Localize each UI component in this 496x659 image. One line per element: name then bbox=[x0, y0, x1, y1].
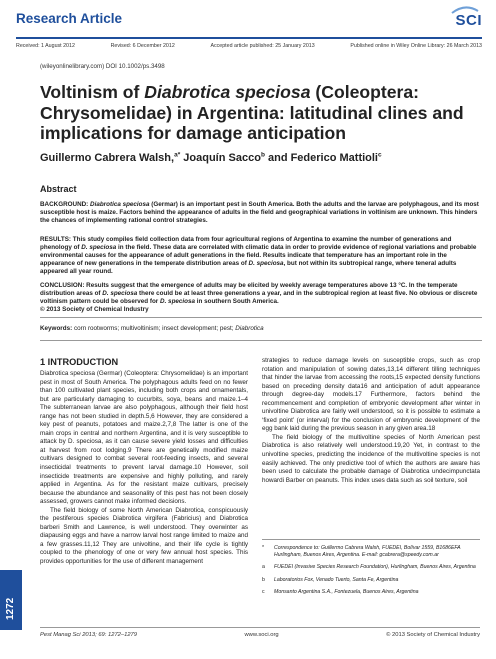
footer-copyright: © 2013 Society of Chemical Industry bbox=[386, 632, 480, 638]
author-3: and Federico Mattioli bbox=[264, 152, 378, 164]
intro-paragraph-2: The field biology of some North American Diabrotica, conspicuously the pestiferous species Diabrotica virgifera (Fabricius) and Diabrotica barberi Smith and Lawrence, is well understood. They overwinter as diapausing eggs and have a narrow larval host range limited to maize and a few grasses.11,12 They are univoltine, and their life cycle is tightly coupled to the phenology of one or very few annual host species. This provides opportunities for the use of different management bbox=[40, 506, 248, 566]
article-title: Voltinism of Diabrotica speciosa (Coleoptera: Chrysomelidae) in Argentina: latitudinal clines and implications for damage anticipation bbox=[40, 82, 464, 143]
left-column bbox=[40, 370, 248, 567]
affiliations: * Correspondence to: Guillermo Cabrera Walsh, FUEDEI, Bolívar 1559, B1686EFA Hurlingham, Buenos Aires, Argentina. E-mail: gcabrera@speedy.com.ar a FUEDEI (Invasive Species Research Foundation), Hurlingham, Buenos Aires, Argentina b Laboratorios Fox, Venado Tuerto, Santa Fe, Argentina c Monsanto Argentina S.A., Fontezuela, Buenos Aires, Argentina bbox=[262, 545, 480, 601]
revised-date: Revised: 6 December 2012 bbox=[110, 43, 175, 49]
affiliation-b: Laboratorios Fox, Venado Tuerto, Santa Fe, Argentina bbox=[274, 576, 399, 583]
author-1: Guillermo Cabrera Walsh, bbox=[40, 152, 175, 164]
journal-citation: Pest Manag Sci 2013; 69: 1272–1279 bbox=[40, 632, 138, 638]
intro-paragraph-3: strategies to reduce damage levels on susceptible crops, such as crop rotation and manipulation of sowing dates,13,14 different tilling techniques that hinder the larvae from accessing the roots,15 expected density functions based on preceding density data16 and anticipation of adult appearance through degree-day models.17 Furthermore, factors behind the recommencement and completion of embryonic development after winter in univoltine Diabrotica are fairly well understood, so it is possible to estimate a ‘fixed point’ (or interval) for the conclusion of embryonic development of the egg bank laid during the previous season in any given area.18 bbox=[262, 357, 480, 433]
received-date: Received: 1 August 2012 bbox=[16, 43, 75, 49]
sci-logo: SCI bbox=[455, 12, 482, 29]
doi-link[interactable]: (wileyonlinelibrary.com) DOI 10.1002/ps.3498 bbox=[40, 63, 165, 70]
affiliation-c: Monsanto Argentina S.A., Fontezuela, Buenos Aires, Argentina bbox=[274, 588, 419, 595]
intro-paragraph-1: Diabrotica speciosa (Germar) (Coleoptera: Chrysomelidae) is an important pest in most of South America. The polyphagous adults feed on no fewer than 100 cultivated plant species, including both crops and ornamentals, but are particularly damaging to cucurbits, soya, beans and maize.1–4 The subterranean larvae are also polyphagous, although their field host range has not been studied in depth.5,6 However, they are considered a key pest of peanuts, potatoes and maize.2,7,8 The latter is one of the main crops in central and northern Argentina, and it is very susceptible to attack by D. speciosa, as it can cause severe yield losses and difficulties at harvest from root lodging.9 There are genetically modified maize cultivars designed to combat several root-feeding insects, and several insecticidal treatments to prevent larval damage.10 However, soil insecticide treatments are expensive and highly polluting, and rarely applied in Argentina. As for the resistant maize cultivars, precisely because the abundance and seasonality of this pest has not been closely assessed, growers cannot make informed decisions. bbox=[40, 370, 248, 506]
publication-dates bbox=[16, 43, 482, 49]
page-footer bbox=[40, 632, 480, 638]
page-number-tab: 1272 bbox=[0, 570, 22, 630]
correspondence-note: Correspondence to: Guillermo Cabrera Walsh, FUEDEI, Bolívar 1559, B1686EFA Hurlingham, Buenos Aires, Argentina. E-mail: gcabrera@speedy.com.ar bbox=[274, 545, 461, 559]
section-heading-introduction: 1 INTRODUCTION bbox=[40, 357, 119, 367]
abstract-copyright: © 2013 Society of Chemical Industry bbox=[40, 306, 149, 314]
journal-site-link[interactable]: www.soci.org bbox=[244, 632, 279, 638]
online-date: Published online in Wiley Online Library: 26 March 2013 bbox=[350, 43, 482, 49]
abstract-rule bbox=[40, 317, 482, 318]
section-type-label: Research Article bbox=[16, 11, 123, 26]
accepted-date: Accepted article published: 25 January 2013 bbox=[210, 43, 315, 49]
keywords-rule bbox=[40, 340, 482, 341]
abstract-results: RESULTS: This study compiles field collection data from four agricultural regions of Argentina to examine the number of generations and phenology of D. speciosa in the field. These data are correlated with climatic data in order to provide evidence of regional variations and probable environmental causes for the appearance of adult generations in the field. Results indicate that temperature has an important role in the appearance of new generations in the temperate distribution areas of D. speciosa, but not within its subtropical range, where teneral adults appeared all year round. bbox=[40, 236, 477, 276]
abstract-background: BACKGROUND: Diabrotica speciosa (Germar) is an important pest in South America. Both the adults and the larvae are polyphagous, and its most susceptible host is maize. Factors behind the appearance of adults in the field and geographical variations in voltinism are unknown. This hinders the chances of implementing rational control strategies. bbox=[40, 201, 479, 225]
footer-rule bbox=[40, 627, 480, 628]
author-list: Guillermo Cabrera Walsh,$^{a*}$ Joaquín Sacco$^b$ and Federico Mattioli$^c$ bbox=[40, 151, 382, 164]
affiliation-a: FUEDEI (Invasive Species Research Foundation), Hurlingham, Buenos Aires, Argentina bbox=[274, 564, 476, 571]
header-rule bbox=[16, 37, 482, 39]
keywords: Keywords: corn rootworms; multivoltinism; insect development; pest; Diabrotica bbox=[40, 325, 264, 332]
author-2: Joaquín Sacco bbox=[180, 152, 261, 164]
abstract-heading: Abstract bbox=[40, 184, 77, 194]
abstract-conclusion: CONCLUSION: Results suggest that the emergence of adults may be elicited by weekly average temperatures above 13 °C. In the temperate distribution areas of D. speciosa there could be at least three generations a year, and in the subtropical region at least five. No obvious or discrete voltinism pattern could be observed for D. speciosa in southern South America. © 2013 Society of Chemical Industry bbox=[40, 282, 478, 314]
affiliation-rule bbox=[262, 539, 480, 540]
intro-paragraph-4: The field biology of the multivoltine species of North American pest Diabrotica is also relatively well understood.19,20 Yet, in contrast to the univoltine species, predicting the incidence of the multivoltine species is not easily achieved. The only predictive tool of which the authors are aware has been used to calculate the probable damage of Diabrotica undecimpunctata howardi Barber on peanuts. This index uses data such as soil texture, soil bbox=[262, 433, 480, 484]
right-column bbox=[262, 357, 480, 485]
